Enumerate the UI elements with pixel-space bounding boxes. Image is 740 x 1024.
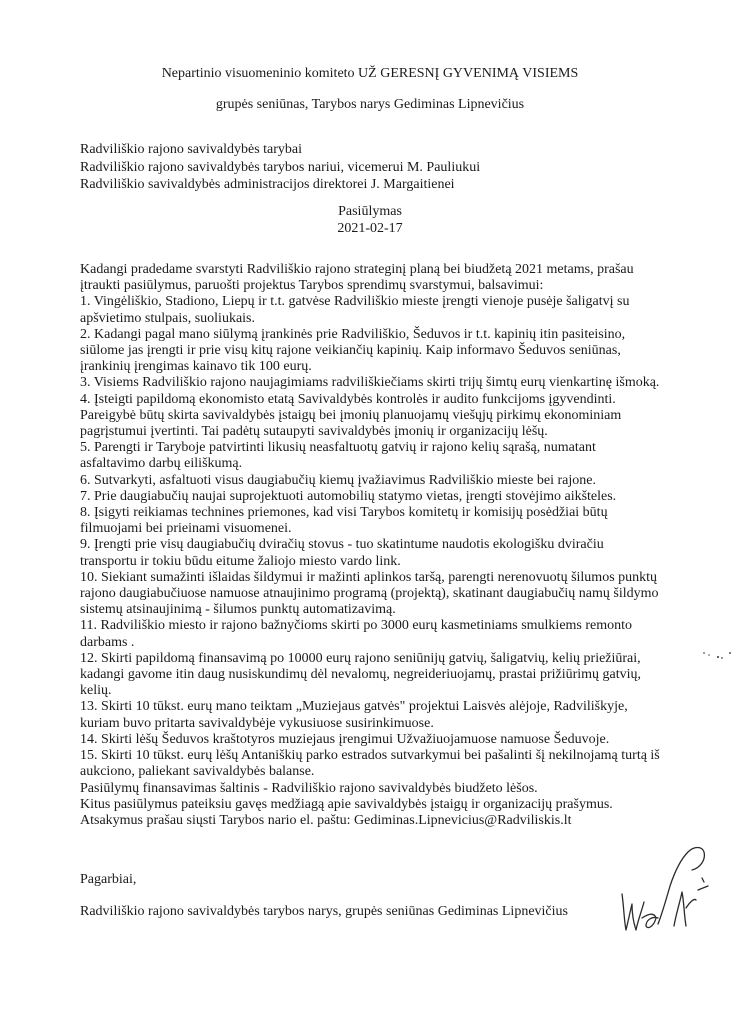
committee-heading: Nepartinio visuomeninio komiteto UŽ GERESNĮ GYVENIMĄ VISIEMS bbox=[161, 66, 579, 81]
handwritten-signature bbox=[618, 838, 728, 938]
proposal-item: 6. Sutvarkyti, asfaltuoti visus daugiabučių kiemų įvažiavimus Radviliškio mieste bei rajone. bbox=[80, 472, 596, 488]
closing-greeting: Pagarbiai, bbox=[80, 872, 137, 887]
recipient-line: Radviliškio rajono savivaldybės tarybai bbox=[80, 142, 303, 157]
recipient-line: Radviliškio savivaldybės administracijos direktorei J. Margaitienei bbox=[80, 177, 455, 192]
recipients-block bbox=[80, 141, 480, 194]
funding-source: Pasiūlymų finansavimas šaltinis - Radviliškio rajono savivaldybės biudžeto lėšos. bbox=[80, 780, 538, 796]
author-line: grupės seniūnas, Tarybos narys Gediminas Lipnevičius bbox=[215, 97, 525, 112]
scan-speck bbox=[700, 649, 734, 663]
proposal-item: 9. Įrengti prie visų daugiabučių dviračių stovus - tuo skatintume naudotis ekologišku dviračiu transportu ir tokiu būdu eitume žaliojo miesto vardo link. bbox=[80, 537, 604, 569]
document-date: 2021-02-17 bbox=[337, 221, 403, 236]
proposal-item: 15. Skirti 10 tūkst. eurų lėšų Antaniškių parko estrados sutvarkymui bei pašalinti šį nekilnojamą turtą iš aukciono, paliekant savivaldybės balanse. bbox=[80, 748, 660, 780]
proposal-body bbox=[80, 262, 660, 829]
further-proposals-note: Kitus pasiūlymus pateiksiu gavęs medžiagą apie savivaldybės įstaigų ir organizacijų prašymus. bbox=[80, 796, 613, 812]
proposal-item: 13. Skirti 10 tūkst. eurų mano teiktam „Muziejaus gatvės" projektui Laisvės alėjoje, Radviliškyje, kuriam buvo pritarta savivaldybėje vykusiuose susirinkimuose. bbox=[80, 699, 628, 731]
proposal-item: 3. Visiems Radviliškio rajono naujagimiams radviliškiečiams skirti trijų šimtų eurų vienkartinę išmoką. bbox=[80, 375, 660, 391]
proposal-item: 11. Radviliškio miesto ir rajono bažnyčioms skirti po 3000 eurų kasmetiniams smulkiems remonto darbams . bbox=[80, 618, 633, 650]
proposal-item: 10. Siekiant sumažinti išlaidas šildymui ir mažinti aplinkos taršą, parengti nerenovuotų šilumos punktų rajono daugiabučiuose namuose atnaujinimo programą (projektą), skatinant daugiabučių namų šildymo sistemų atsinaujinimą - šilumos punktų automatizavimą. bbox=[80, 569, 659, 618]
proposal-item: 2. Kadangi pagal mano siūlymą įrankinės prie Radviliškio, Šeduvos ir t.t. kapinių itin pasiteisino, siūlome jas įrengti ir prie visų kitų rajone veikiančių kapinių. Kaip informavo Šeduvos seniūnas, įrankinių įrengimas kainavo tik 100 eurų. bbox=[80, 326, 626, 375]
intro-paragraph: Kadangi pradedame svarstyti Radviliškio rajono strateginį planą bei biudžetą 2021 metams, prašau įtraukti pasiūlymus, paruošti projektus Tarybos sprendimų svarstymui, balsavimui: bbox=[80, 262, 634, 294]
reply-email-note: Atsakymus prašau siųsti Tarybos nario el. paštu: Gediminas.Lipnevicius@Radviliskis.lt bbox=[80, 812, 572, 828]
recipient-line: Radviliškio rajono savivaldybės tarybos nariui, vicemerui M. Pauliukui bbox=[80, 159, 481, 175]
proposal-item: 7. Prie daugiabučių naujai suprojektuoti automobilių statymo vietas, įrengti stovėjimo aikšteles. bbox=[80, 488, 617, 504]
proposal-item: 4. Įsteigti papildomą ekonomisto etatą Savivaldybės kontrolės ir audito funkcijoms įgyvendinti. Pareigybė būtų skirta savivaldybės įstaigų bei įmonių planuojamų viešųjų pirkimų ekonominiam pagrįstumui įvertinti. Tai padėtų sutaupyti savivaldybės įmonių ir organizacijų lėšų. bbox=[80, 391, 622, 440]
proposal-item: 12. Skirti papildomą finansavimą po 10000 eurų rajono seniūnijų gatvių, šaligatvių, kelių priežiūrai, kadangi gavome itin daug nusiskundimų dėl nevalomų, negreideriuojamų, prastai prižiūrimų gatvių, kelių. bbox=[80, 650, 642, 699]
proposal-item: 8. Įsigyti reikiamas technines priemones, kad visi Tarybos komitetų ir komisijų posėdžiai būtų filmuojami bei prieinami visuomenei. bbox=[80, 505, 608, 537]
proposal-item: 1. Vingėliškio, Stadiono, Liepų ir t.t. gatvėse Radviliškio mieste įrengti vienoje pusėje šaligatvį su apšvietimo stulpais, suoliukais. bbox=[80, 294, 630, 326]
document-title: Pasiūlymas bbox=[338, 204, 402, 219]
proposal-item: 14. Skirti lėšų Šeduvos kraštotyros muziejaus įrengimui Užvažiuojamuose namuose Šeduvoje. bbox=[80, 731, 610, 747]
proposal-item: 5. Parengti ir Taryboje patvirtinti likusių neasfaltuotų gatvių ir rajono kelių sąrašą, numatant asfaltavimo darbų eiliškumą. bbox=[80, 440, 596, 472]
signer-line: Radviliškio rajono savivaldybės tarybos narys, grupės seniūnas Gediminas Lipnevičius bbox=[80, 904, 568, 919]
